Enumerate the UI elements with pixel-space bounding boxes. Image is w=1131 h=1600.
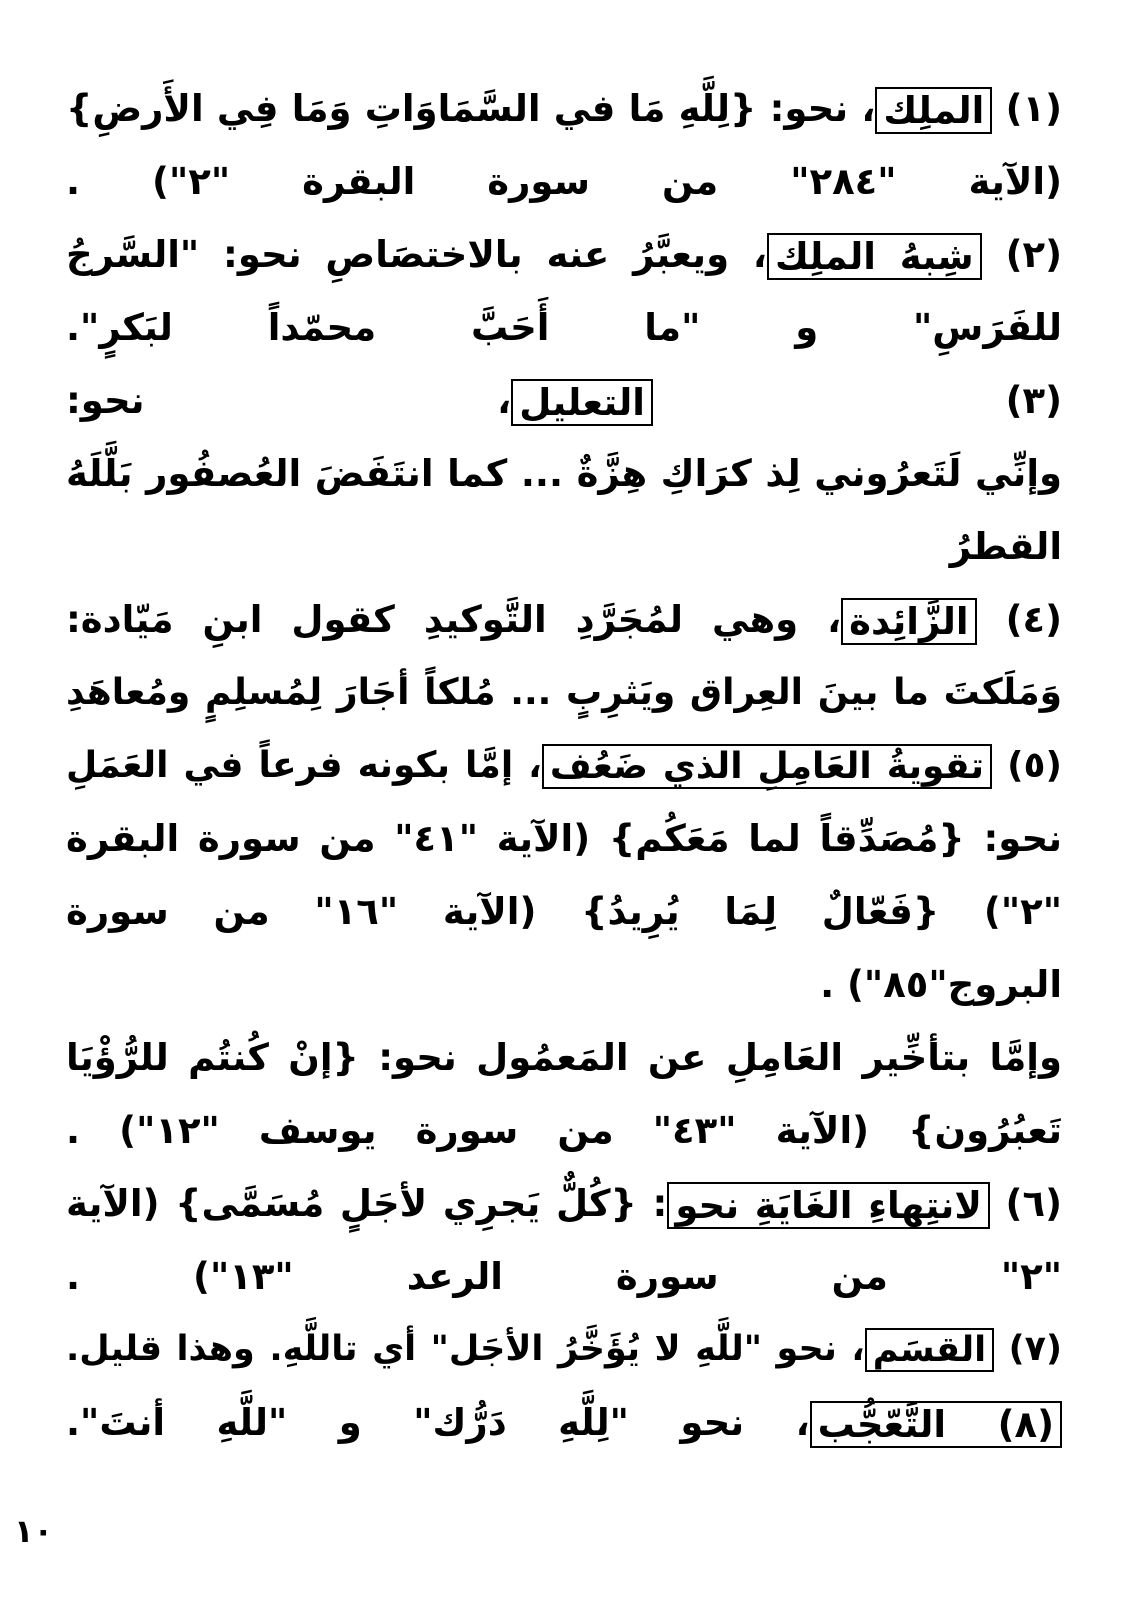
item-number: (٧) (1008, 1329, 1062, 1369)
boxed-term: الملِك (875, 87, 992, 134)
line-text: ، نحو "للَّهِ لا يُؤَخَّرُ الأجَل" أي تاللَّهِ. وهذا قليل. (66, 1329, 865, 1369)
boxed-term: شِبهُ الملِك (767, 233, 982, 280)
item-number: (٢) (1005, 233, 1062, 276)
line-text: ، نحو: {لِلَّهِ مَا في السَّمَاوَاتِ وَمَا فِي الأَرضِ} (66, 87, 876, 130)
text-line (66, 218, 1062, 291)
text-line (66, 364, 1062, 437)
boxed-term: تقويةُ العَامِلِ الذي ضَعُف (542, 744, 992, 789)
verse-line (66, 437, 1062, 510)
boxed-term: الزَّائِدة (841, 598, 976, 645)
line-text: ، وهي لمُجَرَّدِ التَّوكيدِ كقول ابنِ مَيّادة: (66, 598, 842, 641)
boxed-term-text: التَّعّجُّب (817, 1402, 947, 1446)
verse-line (66, 656, 1062, 729)
page-content (66, 72, 1062, 1459)
text-line (66, 1313, 1062, 1386)
boxed-term: لانتِهاءِ الغَايَةِ نحو (667, 1182, 990, 1229)
text-line (66, 802, 1062, 875)
item-number: (٨) (997, 1402, 1054, 1446)
item-number: (٤) (1005, 598, 1062, 641)
line-text: ، نحو: (66, 379, 512, 422)
line-text: القطرُ (949, 525, 1062, 568)
line-text: البروج"٨٥") . (820, 963, 1062, 1006)
boxed-term: التعليل (511, 379, 653, 426)
line-text: "٢" من سورة الرعد "١٣") . (66, 1255, 1062, 1298)
page-number: ١٠ (14, 1512, 54, 1550)
item-number: (٥) (1007, 745, 1062, 786)
line-text: "٢") {فَعّالٌ لِمَا يُرِيدُ} (الآية "١٦" من سورة (66, 890, 1062, 933)
line-text: ، إمَّا بكونه فرعاً في العَمَلِ (66, 745, 542, 786)
text-line (66, 583, 1062, 656)
text-line (66, 1167, 1062, 1240)
line-text: ، نحو "لِلَّهِ دَرُّك" و "للَّهِ أنتَ". (66, 1401, 810, 1444)
item-number: (٣) (1005, 379, 1062, 422)
line-text: (الآية "٢٨٤" من سورة البقرة "٢") . (66, 160, 1062, 203)
text-line (66, 729, 1062, 802)
text-line (66, 72, 1062, 145)
text-line (66, 1021, 1062, 1094)
boxed-term: القسَم (865, 1328, 994, 1372)
text-line (66, 291, 1062, 364)
line-text: وإنِّي لَتَعرُوني لِذ كرَاكِ هِزَّةٌ ... كما انتَفَضَ العُصفُور بَلَّلَهُ (66, 452, 1062, 495)
line-text: وإمَّا بتأخِّير العَامِلِ عن المَعمُول نحو: {إنْ كُنتُم للرُّؤْيَا (66, 1036, 1062, 1079)
text-line (66, 1240, 1062, 1313)
line-text: نحو: {مُصَدِّقاً لما مَعَكُم} (الآية "٤١" من سورة البقرة (66, 817, 1062, 860)
text-line (66, 1386, 1062, 1459)
text-line (66, 1094, 1062, 1167)
line-text: وَمَلَكتَ ما بينَ العِراق ويَثرِبٍ ... مُلكاً أجَارَ لِمُسلِمٍ ومُعاهَدِ (66, 672, 1062, 713)
boxed-term (810, 1401, 1062, 1448)
text-line (66, 875, 1062, 948)
item-number: (٦) (1005, 1182, 1062, 1225)
line-text: تَعبُرُون} (الآية "٤٣" من سورة يوسف "١٢") . (66, 1109, 1062, 1152)
item-number: (١) (1005, 87, 1062, 130)
text-line (66, 145, 1062, 218)
text-line (66, 948, 1062, 1021)
line-text: ، ويعبَّرُ عنه بالاختصَاصِ نحو: "السَّرجُ (66, 233, 767, 276)
line-text: للفَرَسِ" و "ما أَحَبَّ محمّداً لبَكرٍ". (66, 306, 1062, 349)
line-text: : {كُلٌّ يَجرِي لأجَلٍ مُسَمَّى} (الآية (66, 1182, 668, 1225)
verse-line (66, 510, 1062, 583)
